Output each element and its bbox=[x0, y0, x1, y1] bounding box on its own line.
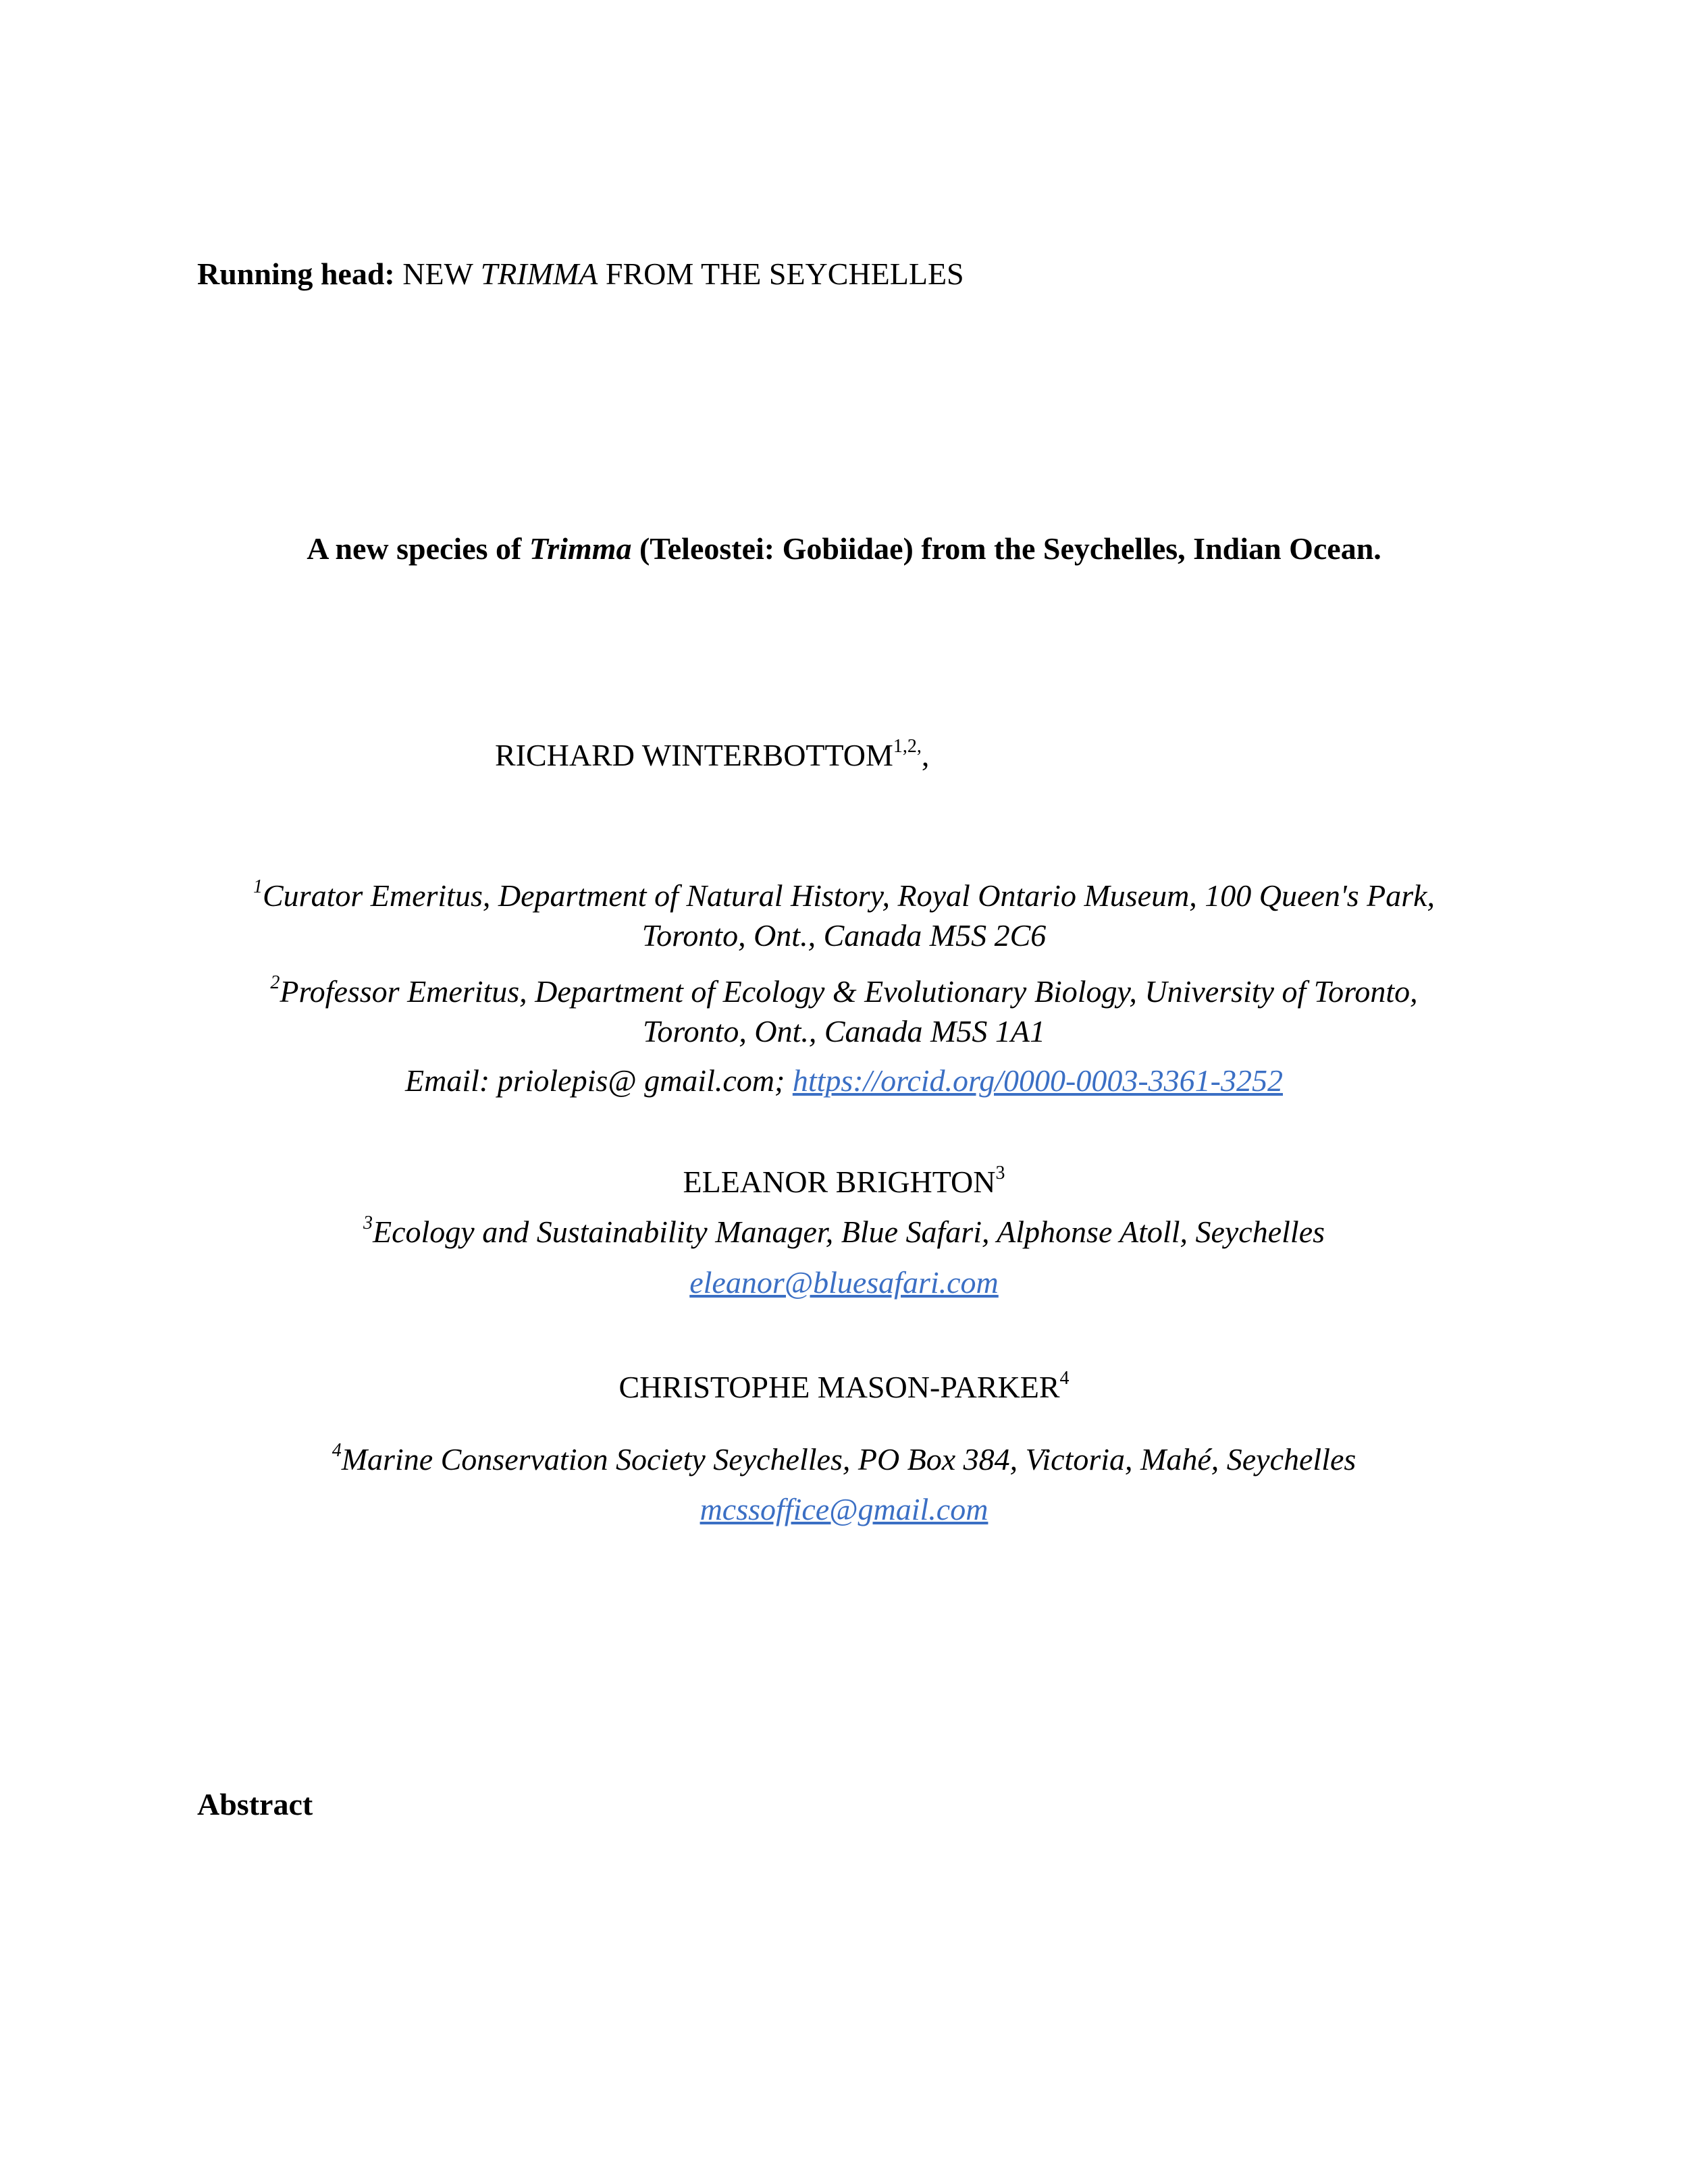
abstract-heading: Abstract bbox=[197, 1787, 313, 1821]
author3-name: CHRISTOPHE MASON-PARKER bbox=[618, 1370, 1060, 1404]
author1-sup: 1,2, bbox=[893, 736, 922, 757]
aff2-text: Professor Emeritus, Department of Ecology & Evolutionary Biology, University of Toronto, bbox=[280, 974, 1418, 1009]
title-pre: A new species of bbox=[307, 531, 522, 566]
aff1-sup: 1 bbox=[253, 876, 263, 897]
author1-name: RICHARD WINTERBOTTOM bbox=[495, 738, 893, 772]
author-winterbottom bbox=[495, 737, 929, 779]
author-brighton bbox=[0, 1163, 1688, 1206]
running-head-genus: TRIMMA bbox=[480, 257, 598, 291]
author2-email-link[interactable]: eleanor@bluesafari.com bbox=[689, 1265, 999, 1300]
running-head bbox=[197, 255, 964, 293]
author2-name: ELEANOR BRIGHTON bbox=[683, 1165, 996, 1199]
aff3-text: Ecology and Sustainability Manager, Blue Safari, Alphonse Atoll, Seychelles bbox=[372, 1215, 1325, 1249]
author3-email-line bbox=[0, 1491, 1688, 1528]
orcid-link[interactable]: https://orcid.org/0000-0003-3361-3252 bbox=[792, 1063, 1283, 1098]
aff2-sup: 2 bbox=[270, 972, 280, 993]
aff3-sup: 3 bbox=[363, 1213, 373, 1233]
title-genus: Trimma bbox=[529, 531, 632, 566]
running-head-pre: NEW bbox=[402, 257, 473, 291]
running-head-post: FROM THE SEYCHELLES bbox=[605, 257, 964, 291]
affiliation-2-line2: Toronto, Ont., Canada M5S 1A1 bbox=[643, 1014, 1045, 1048]
author3-email-link[interactable]: mcssoffice@gmail.com bbox=[700, 1492, 988, 1526]
affiliation-3 bbox=[0, 1213, 1688, 1256]
affiliation-2-line1 bbox=[0, 973, 1688, 1015]
author1-email: Email: priolepis@ gmail.com; bbox=[405, 1063, 785, 1098]
aff4-sup: 4 bbox=[332, 1440, 342, 1461]
author3-sup: 4 bbox=[1059, 1368, 1070, 1389]
affiliation-4 bbox=[0, 1441, 1688, 1483]
paper-title bbox=[0, 530, 1688, 568]
author2-sup: 3 bbox=[995, 1163, 1005, 1183]
author-mason-parker bbox=[0, 1368, 1688, 1411]
affiliation-1-line1 bbox=[0, 877, 1688, 920]
aff4-text: Marine Conservation Society Seychelles, PO Box 384, Victoria, Mahé, Seychelles bbox=[341, 1442, 1356, 1476]
affiliation-1-line2: Toronto, Ont., Canada M5S 2C6 bbox=[641, 918, 1047, 953]
author1-trail: , bbox=[921, 738, 930, 772]
title-post: (Teleostei: Gobiidae) from the Seychelles, Indian Ocean. bbox=[639, 531, 1381, 566]
author1-contact bbox=[0, 1062, 1688, 1100]
author2-email-line bbox=[0, 1264, 1688, 1302]
running-head-label: Running head: bbox=[197, 257, 395, 291]
aff1-text: Curator Emeritus, Department of Natural History, Royal Ontario Museum, 100 Queen's Park, bbox=[262, 878, 1435, 913]
